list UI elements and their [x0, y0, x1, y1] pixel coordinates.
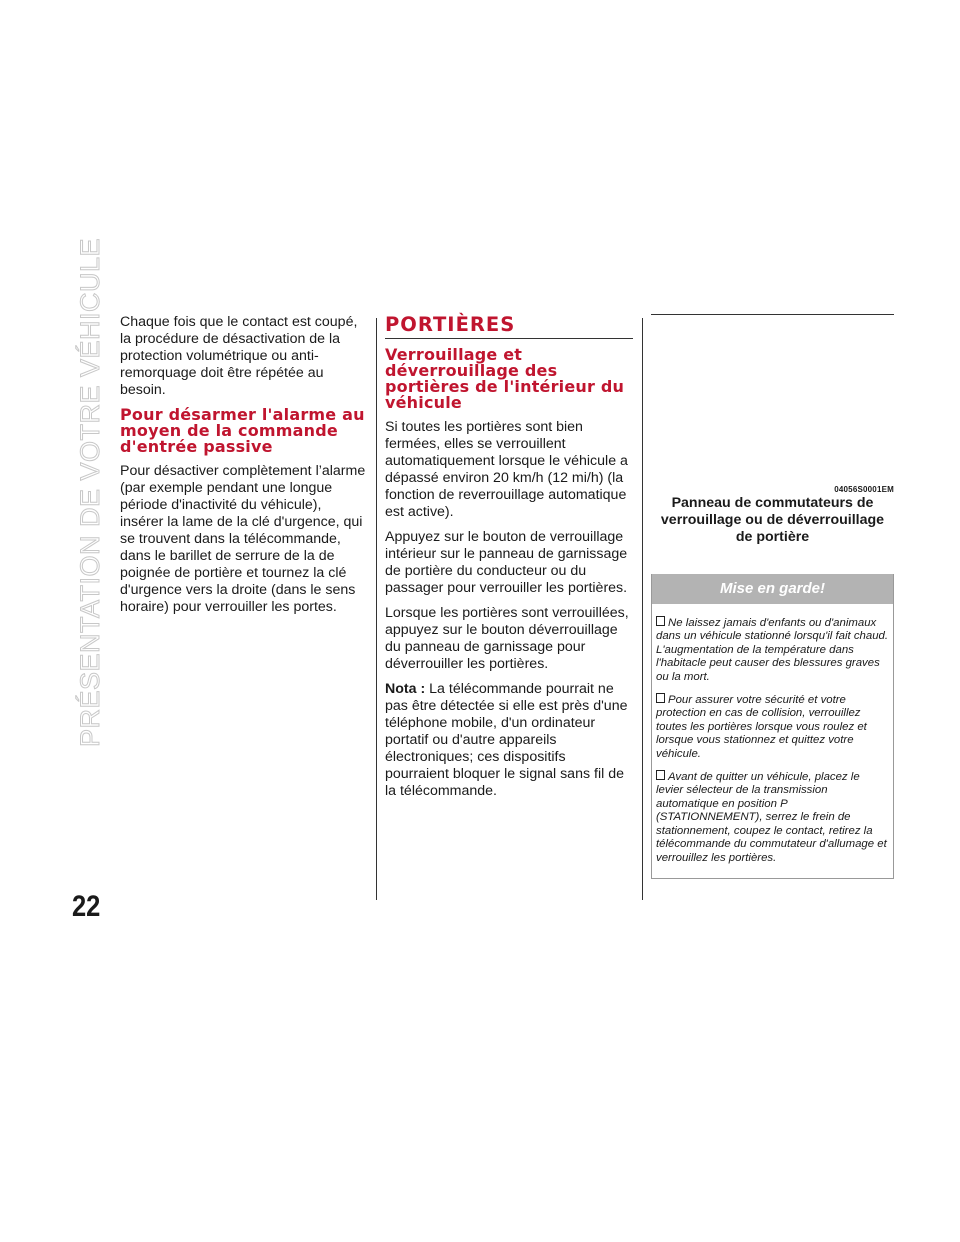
section-title: PORTIÈRES — [385, 314, 633, 339]
warning-item-text: Pour assurer votre sécurité et votre protection en cas de collision, verrouillez toutes les portières lorsque vous roulez et lorsque vous stationnez et quittez votre véhicule. — [656, 694, 867, 760]
column-divider-right — [642, 318, 643, 900]
switch-panel-image — [651, 314, 894, 481]
side-title-text: PRÉSENTATION DE VOTRE VÉHICULE — [75, 237, 106, 747]
nota-paragraph — [385, 681, 633, 800]
image-caption: Panneau de commutateurs de verrouillage ou de déverrouillage de portière — [660, 495, 885, 545]
checkbox-bullet-icon — [656, 616, 665, 626]
warning-item-text: Ne laissez jamais d'enfants ou d'animaux dans un véhicule stationné lorsqu'il fait chaud. L'augmentation de la température dans l'habitacle peut causer des blessures graves ou la mort. — [656, 617, 889, 683]
column-divider-left — [376, 318, 377, 900]
warning-body — [652, 604, 893, 878]
column-right — [651, 314, 894, 879]
column-left — [120, 314, 366, 624]
page-number: 22 — [72, 890, 101, 923]
auto-lock-paragraph: Si toutes les portières sont bien fermées, elles se verrouillent automatiquement lorsque le véhicule a dépassé environ 20 km/h (12 mi/h) (la fonction de reverrouillage automatique est active). — [385, 419, 628, 520]
image-code: 04056S0001EM — [834, 485, 894, 494]
checkbox-bullet-icon — [656, 693, 665, 703]
warning-box — [651, 574, 894, 879]
warning-item — [656, 616, 889, 684]
section-side-title — [72, 237, 110, 747]
warning-item — [656, 693, 889, 761]
checkbox-bullet-icon — [656, 770, 665, 780]
nota-label: Nota : — [385, 681, 426, 697]
lock-unlock-heading: Verrouillage et déverrouillage des portières de l'intérieur du véhicule — [385, 345, 625, 412]
lock-button-paragraph: Appuyez sur le bouton de verrouillage intérieur sur le panneau de garnissage de portière du conducteur ou du passager pour verrouiller les portières. — [385, 529, 628, 596]
nota-text: La télécommande pourrait ne pas être détectée si elle est près d'une téléphone mobile, d'un ordinateur portatif ou d'autre appareils électroniques; ces dispositifs pourraient bloquer le signal sans fil de la télécommande. — [385, 681, 628, 799]
warning-item-text: Avant de quitter un véhicule, placez le levier sélecteur de la transmission automatique en position P (STATIONNEMENT), serrez le frein de stationnement, coupez le contact, retirez la télécommande du commutateur d'allumage et verrouillez les portières. — [656, 771, 887, 864]
disarm-alarm-heading: Pour désarmer l'alarme au moyen de la commande d'entrée passive — [120, 405, 365, 456]
disarm-alarm-paragraph: Pour désactiver complètement l’alarme (par exemple pendant une longue période d'inactivité du véhicule), insérer la lame de la clé d'urgence, qui se trouvent dans la télécommande, dans le barillet de serrure de la de poignée de portière et tournez la clé d'urgence vers la droite (dans le sens horaire) pour verrouiller les portes. — [120, 463, 366, 615]
unlock-button-paragraph: Lorsque les portières sont verrouillées, appuyez sur le bouton déverrouillage du panneau de garnissage pour déverrouiller les portières. — [385, 605, 629, 672]
warning-title: Mise en garde! — [652, 574, 893, 604]
warning-item — [656, 770, 889, 865]
column-middle — [385, 314, 633, 808]
intro-paragraph: Chaque fois que le contact est coupé, la procédure de désactivation de la protection volumétrique ou anti-remorquage doit être répétée au besoin. — [120, 314, 358, 398]
